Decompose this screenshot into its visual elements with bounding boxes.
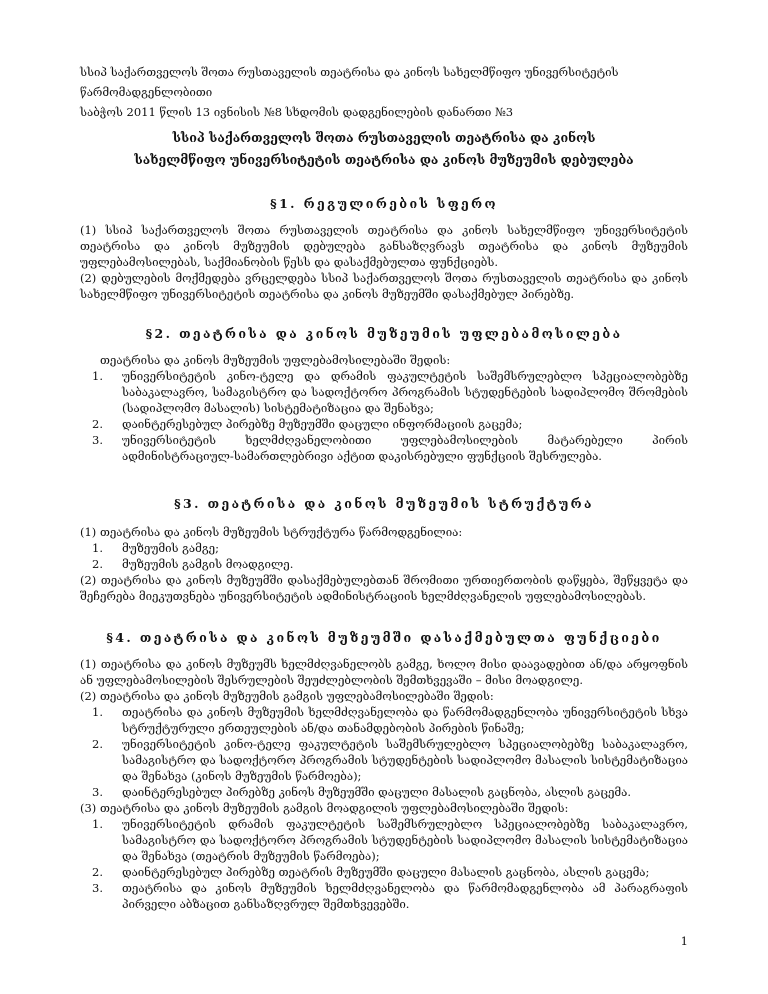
section-4-heading: §4. თეატრისა და კინოს მუზეუმში დასაქმებულთა ფუნქციები [106, 630, 662, 645]
list-item-text: დაინტერესებულ პირებზე მუზეუმში დაცული ინფორმაციის გაცემა; [122, 417, 523, 431]
header-line-2: საბჭოს 2011 წლის 13 ივნისის №8 სხდომის დადგენილების დანართი №3 [80, 105, 514, 119]
list-item-number: 3. [92, 433, 103, 447]
list-item-text: თეატრისა და კინოს მუზეუმის ხელმძღვანელობა და წარმომადგენლობა ამ პარაგრაფის პირველი აბზაცით განსაზღვრულ შემთხვევებში. [122, 881, 688, 911]
list-item-number: 1. [92, 817, 103, 831]
section-2-intro: თეატრისა და კინოს მუზეუმის უფლებამოსილებაში შედის: [100, 353, 451, 367]
section-3-paragraph-2: (2) თეატრისა და კინოს მუზეუმში დასაქმებულებთან შრომითი ურთიერთობის დაწყება, შეწყვეტა და შეჩერება მიეკუთვნება უნივერსიტეტის ადმინისტრაციის ხელმძღვანელის უფლებამოსილებას. [80, 573, 688, 603]
section-2-heading: §2. თეატრისა და კინოს მუზეუმის უფლებამოსილება [145, 326, 623, 341]
list-item-text: დაინტერესებულ პირებზე კინოს მუზეუმში დაცული მასალის გაცნობა, ასლის გაცემა. [122, 785, 632, 799]
section-4-paragraph-2: (2) თეატრისა და კინოს მუზეუმის გამგის უფლებამოსილებაში შედის: [80, 689, 494, 703]
list-item-text: მუზეუმის გამგე; [122, 541, 219, 555]
section-4-paragraph-3: (3) თეატრისა და კინოს მუზეუმის გამგის მოადგილის უფლებამოსილებაში შედის: [80, 801, 569, 815]
document-title-line-2: სახელმწიფო უნივერსიტეტის თეატრისა და კინოს მუზეუმის დებულება [134, 152, 634, 167]
document-title-line-1: სსიპ საქართველოს შოთა რუსთაველის თეატრისა და კინოს [172, 130, 596, 145]
document-header [80, 62, 700, 122]
list-item-text: უნივერსიტეტის დრამის ფაკულტეტის საშემსრულებლო სპეციალობებზე საბაკალავრო, სამაგისტრო და სადოქტორო პროგრამის სტუდენტების სადიპლომო მასალის სისტემატიზაცია და შენახვა (თეატრის მუზეუმის წარმოება); [122, 817, 688, 863]
list-item-number: 1. [92, 369, 103, 383]
list-item-text: თეატრისა და კინოს მუზეუმის ხელმძღვანელობა და წარმომადგენლობა უნივერსიტეტის სხვა სტრუქტურული ერთეულების ან/და თანამდებობის პირების წინაშე; [122, 705, 688, 735]
list-item-number: 3. [92, 881, 103, 895]
list-item-text: უნივერსიტეტის კინო-ტელე და დრამის ფაკულტეტის საშემსრულებლო სპეციალობებზე საბაკალავრო, სამაგისტრო და სადოქტორო პროგრამის სტუდენტების სადიპლომო შრომების (სადიპლომო მასალის) სისტემატიზაცია და შენახვა; [122, 369, 688, 415]
list-item-number: 2. [92, 737, 103, 751]
list-item-number: 2. [92, 865, 103, 879]
list-item-number: 1. [92, 705, 103, 719]
list-item-number: 2. [92, 557, 103, 571]
page-number: 1 [680, 934, 688, 948]
section-3-heading: §3. თეატრისა და კინოს მუზეუმის სტრუქტურა [174, 496, 594, 511]
list-item-number: 2. [92, 417, 103, 431]
list-item-number: 1. [92, 541, 103, 555]
list-item-text: დაინტერესებულ პირებზე თეატრის მუზეუმში დაცული მასალის გაცნობა, ასლის გაცემა; [122, 865, 650, 879]
list-item-text: მუზეუმის გამგის მოადგილე. [122, 557, 294, 571]
header-line-1: სსიპ საქართველოს შოთა რუსთაველის თეატრისა და კინოს სახელმწიფო უნივერსიტეტის წარმომადგენლობითი [80, 65, 619, 99]
section-1-paragraph-1: (1) სსიპ საქართველოს შოთა რუსთაველის თეატრისა და კინოს სახელმწიფო უნივერსიტეტის თეატრისა და კინოს მუზეუმის დებულება განსაზღვრავს თეატრისა და კინოს მუზეუმის უფლებამოსილებას, საქმიანობის წესს და დასაქმებულთა ფუნქციებს. [80, 223, 688, 269]
list-item-text: უნივერსიტეტის ხელმძღვანელობითი უფლებამოსილების მატარებელი პირის ადმინისტრაციულ-სამართლებრივი აქტით დაკისრებული ფუნქციის შესრულება. [122, 433, 688, 463]
section-3-paragraph-1: (1) თეატრისა და კინოს მუზეუმის სტრუქტურა წარმოდგენილია: [80, 525, 463, 539]
list-item-text: უნივერსიტეტის კინო-ტელე ფაკულტეტის საშემსრულებლო სპეციალობებზე საბაკალავრო, სამაგისტრო და სადოქტორო პროგრამის სტუდენტების სადიპლომო მასალის სისტემატიზაცია და შენახვა (კინოს მუზეუმის წარმოება); [122, 737, 688, 783]
section-4-paragraph-1: (1) თეატრისა და კინოს მუზეუმს ხელმძღვანელობს გამგე, ხოლო მისი დაავადებით ან/და არყოფნის ან უფლებამოსილების შესრულების შეუძლებლობის შემთხვევაში – მისი მოადგილე. [80, 657, 688, 687]
section-1-heading: §1. რეგულირების სფერო [270, 196, 498, 211]
list-item-number: 3. [92, 785, 103, 799]
section-1-paragraph-2: (2) დებულების მოქმედება ვრცელდება სსიპ საქართველოს შოთა რუსთაველის თეატრისა და კინოს სახელმწიფო უნივერსიტეტის თეატრისა და კინოს მუზეუმში დასაქმებულ პირებზე. [80, 271, 688, 301]
